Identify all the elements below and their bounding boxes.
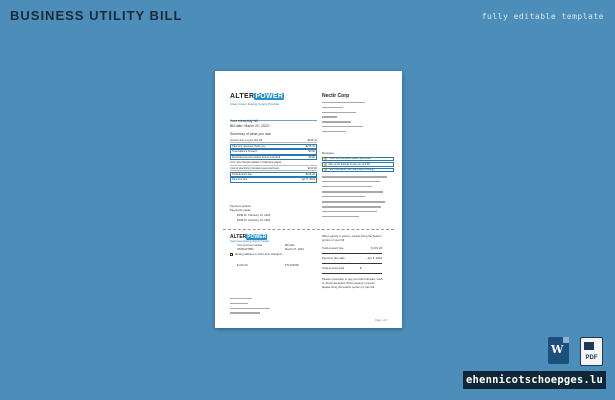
payment-date: February 15, 2023 [248,214,271,217]
info-icon [324,168,327,171]
page-subtitle: fully editable template [481,12,604,21]
change-checkbox[interactable] [230,253,233,256]
summary-row-label: Payment due [232,178,248,182]
summary-row-label: Your new charges details on following pages [230,161,282,165]
stub-amount: $ 210.20 [237,264,248,267]
website-badge[interactable]: ehennicotschoepges.lu [463,371,606,389]
summary-rows [230,138,317,183]
summary-row [230,177,317,182]
account-number: 78450127854 [237,248,254,251]
stub-footnote: Please remember to pay your bill until date, cash or check accepted. When paying in person, please bring the bottom portion of your bill. [322,277,383,289]
info-icon [324,163,327,166]
summary-row-value: $210.20 [307,166,317,170]
summary-row [230,155,317,160]
payment-amount: $448.00 [237,214,247,217]
bill-document-preview [215,71,402,328]
logo-power: POWER [255,93,284,100]
logo-prefix: ALTER [230,93,255,100]
summary-row-value: Apr 5, 2023 [301,178,315,182]
summary-row-value: $215.41 [305,144,315,148]
stub-address-lines [230,298,270,317]
summary-subtitle: Summary of what you owe [230,132,272,136]
stub-due-label: Payment due date [322,256,345,260]
stub-rule [322,263,382,264]
summary-row [230,166,317,171]
stub-total-label: Total amount due [322,246,344,250]
bill-date: Bill date: March 20, 2023 [230,124,269,128]
stub-paid-label: Total amount paid [322,266,345,270]
payment-options-label: Payment options [230,204,251,208]
summary-title: Your electricity bill [230,119,258,123]
message-item: This is our new green power report card [322,157,394,162]
summary-row-label: Payment received, thank you [232,144,266,148]
summary-row-value: $215.41 [307,138,317,142]
payment-date: February 20, 2023 [248,219,271,222]
account-number-label: Your account number [237,244,263,247]
info-icon [324,157,327,160]
messages-caption: Messages [322,152,334,155]
summary-row [230,149,317,154]
stub-bill-date-label: Bill date [285,244,295,247]
stub-paid-value[interactable]: $ [360,266,362,270]
stub-tagline: Clean Green Energy Supply Provider [230,240,270,243]
payment-entry [237,219,270,222]
messages-block [322,152,394,221]
summary-row-label: Received payment status (some included) [232,156,281,160]
logo-tagline: Clean Green Energy Supply Provider [230,102,280,106]
summary-row [230,144,317,149]
summary-row [230,172,317,177]
summary-heading [230,119,271,137]
payments-made-label: Payments made: [230,208,251,212]
word-file-icon[interactable]: W [548,337,569,364]
stub-total-value: $ 474.20 [371,246,382,250]
payment-amount: $448.00 [237,219,247,222]
stub-logo: ALTERPOWER [230,234,267,240]
summary-row-value: $210.20 [305,172,315,176]
payment-options [230,204,251,212]
summary-row-label: Total balance forward [232,150,257,154]
message-item: Sign up for autopay to save on your bill [322,162,394,167]
company-logo [230,93,284,100]
stub-ref-code: FTL023948 [285,264,299,267]
summary-row-label: Total amount due [232,172,252,176]
change-address-text: Moving address or short-term changes? [235,253,283,256]
stub-right-caption: When paying in person, please bring the bottom portion of your bill [322,234,382,242]
tear-off-line [223,229,394,230]
company-address-lines [322,102,392,135]
summary-row-label: Cost of electricity (includes taxes and fees) [230,166,280,170]
page-number: Page 1 of 3 [375,319,388,322]
company-name: Nectir Corp [322,93,350,99]
summary-row-label: Amount due on your last bill [230,138,263,142]
stub-rule [322,253,382,254]
pdf-file-icon[interactable]: PDF [580,337,603,366]
page-title: BUSINESS UTILITY BILL [10,8,183,23]
summary-row-value: $0.00 [308,156,315,160]
payment-entry [237,214,270,217]
summary-row-value: $0.00 [308,150,315,154]
message-item: Your information: how many days of energy [322,168,394,173]
summary-row [230,138,317,143]
stub-due-value: Apr 5, 2023 [367,256,382,260]
stub-rule [322,273,382,274]
stub-bill-date: March 27, 2023 [285,248,304,251]
